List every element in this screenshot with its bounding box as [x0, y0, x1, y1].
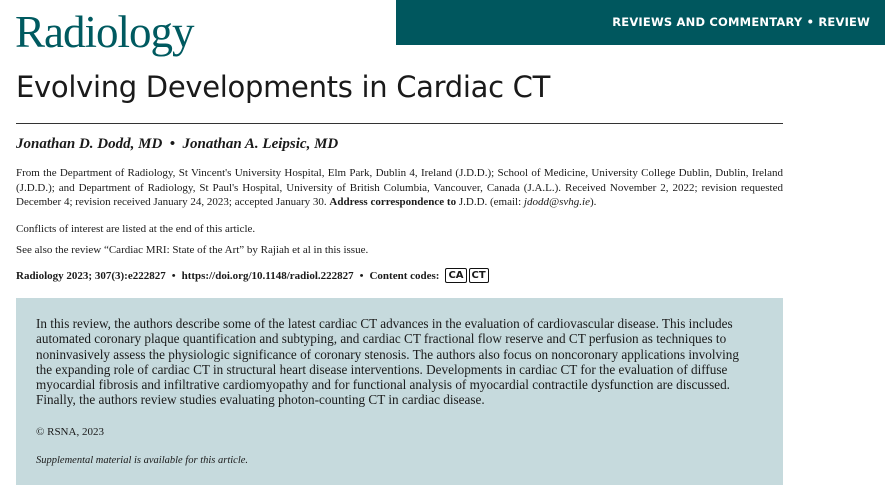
content-codes-label: Content codes:: [369, 269, 440, 282]
authors: Jonathan D. Dodd, MD • Jonathan A. Leipsic, MD: [16, 136, 339, 152]
abstract-text: [36, 316, 776, 408]
citation-ref: Radiology 2023; 307(3):e222827: [16, 269, 166, 282]
abstract-line: myocardial fibrosis and infiltrative cardiomyopathy and for functional analysis of myocardial contractile dysfunction are discussed.: [36, 377, 730, 393]
citation: [16, 268, 489, 283]
bullet-separator: •: [171, 269, 176, 282]
abstract-line: the expanding role of cardiac CT in structural heart disease interventions. Developments in cardiac CT for the evaluation of diffuse: [36, 361, 728, 377]
abstract-line: automated coronary plaque quantification and subtyping, and cardiac CT fractional flow reserve and CT perfusion as techniques to: [36, 331, 727, 347]
section-label: REVIEWS AND COMMENTARY • REVIEW: [612, 15, 870, 29]
email-link[interactable]: jdodd@svhg.ie: [523, 196, 590, 208]
abstract-line: noninvasively assess the physiologic significance of coronary stenosis. The authors also focus on noncoronary applications involving: [36, 346, 739, 362]
content-code-badge[interactable]: CA: [445, 268, 466, 283]
abstract-line: Finally, the authors review studies evaluating photon-counting CT in cardiac disease.: [36, 392, 485, 408]
affiliation-end: ).: [589, 196, 597, 208]
abstract-line: In this review, the authors describe some of the latest cardiac CT advances in the evaluation of cardiovascular disease. This includes: [36, 316, 733, 331]
article-title: Evolving Developments in Cardiac CT: [16, 70, 551, 104]
affiliation: [16, 166, 783, 210]
conflicts-note: Conflicts of interest are listed at the end of this article.: [16, 223, 256, 235]
copyright: © RSNA, 2023: [36, 426, 104, 438]
abstract-box: [16, 298, 783, 485]
affiliation-text: From the Department of Radiology, St Vincent's University Hospital, Elm Park, Dublin 4, Ireland (J.D.D.); School of Medicine, University College Dublin, Dublin, Ireland (J.D.D.); and Department of Radiology, St Paul's Hospital, University of British Columbia, Vancouver, Canada (J.A.L.). Received November 2, 2022; revision requested December 4; revision received January 24, 2023; accepted January 30.: [16, 167, 783, 208]
see-also-note[interactable]: See also the review “Cardiac MRI: State of the Art” by Rajiah et al in this issue.: [16, 244, 369, 256]
bullet-separator: •: [359, 269, 364, 282]
doi-link[interactable]: https://doi.org/10.1148/radiol.222827: [181, 269, 354, 282]
journal-logo[interactable]: Radiology: [15, 7, 194, 57]
content-code-badge[interactable]: CT: [469, 268, 489, 283]
correspondence-text: J.D.D. (email:: [456, 196, 524, 208]
section-banner: [396, 0, 885, 45]
supplemental-note[interactable]: Supplemental material is available for this article.: [36, 455, 249, 466]
correspondence-label: Address correspondence to: [329, 196, 457, 208]
divider: [16, 123, 783, 124]
